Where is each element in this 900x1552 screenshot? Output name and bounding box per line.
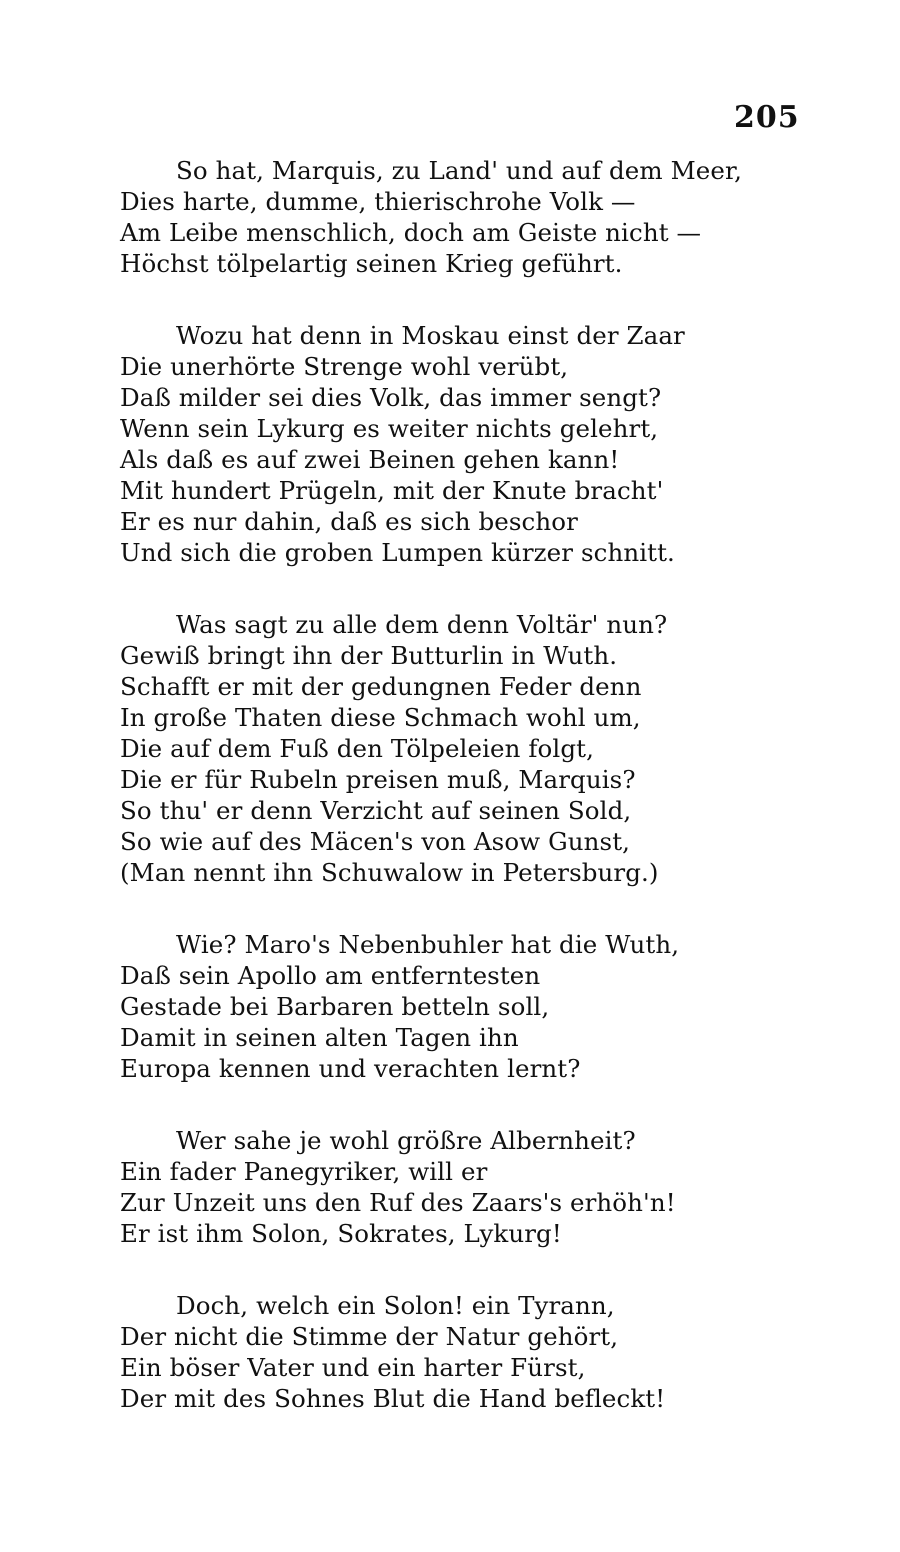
verse-line: Wenn sein Lykurg es weiter nichts gelehrt, [120, 414, 659, 443]
verse-line: Die auf dem Fuß den Tölpeleien folgt, [120, 734, 594, 763]
page-number: 205 [734, 100, 800, 135]
verse-line: (Man nennt ihn Schuwalow in Petersburg.) [120, 858, 659, 887]
verse-line: So wie auf des Mäcen's von Asow Gunst, [120, 827, 631, 856]
verse-line: Wozu hat denn in Moskau einst der Zaar [176, 321, 685, 350]
verse-line: Zur Unzeit uns den Ruf des Zaars's erhöh'n! [120, 1188, 676, 1217]
verse-line: Europa kennen und verachten lernt? [120, 1054, 581, 1083]
verse-line: Ein böser Vater und ein harter Fürst, [120, 1353, 586, 1382]
verse-line: So thu' er denn Verzicht auf seinen Sold, [120, 796, 632, 825]
stanza [120, 609, 810, 888]
verse-line: Daß milder sei dies Volk, das immer sengt? [120, 383, 662, 412]
verse-line: Gestade bei Barbaren betteln soll, [120, 992, 550, 1021]
verse-line: Was sagt zu alle dem denn Voltär' nun? [176, 610, 668, 639]
verse-line: Als daß es auf zwei Beinen gehen kann! [120, 445, 620, 474]
verse-line: Die er für Rubeln preisen muß, Marquis? [120, 765, 636, 794]
stanza [120, 320, 810, 568]
verse-line: In große Thaten diese Schmach wohl um, [120, 703, 641, 732]
verse-line: Daß sein Apollo am entferntesten [120, 961, 541, 990]
poem-body [120, 155, 810, 1455]
verse-line: Er es nur dahin, daß es sich beschor [120, 507, 578, 536]
verse-line: Gewiß bringt ihn der Butturlin in Wuth. [120, 641, 618, 670]
verse-line: Der mit des Sohnes Blut die Hand befleckt! [120, 1384, 666, 1413]
verse-line: Die unerhörte Strenge wohl verübt, [120, 352, 569, 381]
stanza [120, 929, 810, 1084]
verse-line: Und sich die groben Lumpen kürzer schnitt. [120, 538, 675, 567]
verse-line: Doch, welch ein Solon! ein Tyrann, [176, 1291, 615, 1320]
verse-line: Wer sahe je wohl größre Albernheit? [176, 1126, 636, 1155]
verse-line: Schafft er mit der gedungnen Feder denn [120, 672, 642, 701]
verse-line: Mit hundert Prügeln, mit der Knute bracht' [120, 476, 664, 505]
stanza [120, 1290, 810, 1414]
verse-line: Wie? Maro's Nebenbuhler hat die Wuth, [176, 930, 680, 959]
verse-line: Höchst tölpelartig seinen Krieg geführt. [120, 249, 623, 278]
verse-line: Der nicht die Stimme der Natur gehört, [120, 1322, 619, 1351]
verse-line: Ein fader Panegyriker, will er [120, 1157, 488, 1186]
stanza [120, 155, 810, 279]
verse-line: Er ist ihm Solon, Sokrates, Lykurg! [120, 1219, 562, 1248]
verse-line: Damit in seinen alten Tagen ihn [120, 1023, 519, 1052]
verse-line: Am Leibe menschlich, doch am Geiste nicht — [120, 218, 702, 247]
verse-line: So hat, Marquis, zu Land' und auf dem Meer, [176, 156, 742, 185]
stanza [120, 1125, 810, 1249]
verse-line: Dies harte, dumme, thierischrohe Volk — [120, 187, 636, 216]
